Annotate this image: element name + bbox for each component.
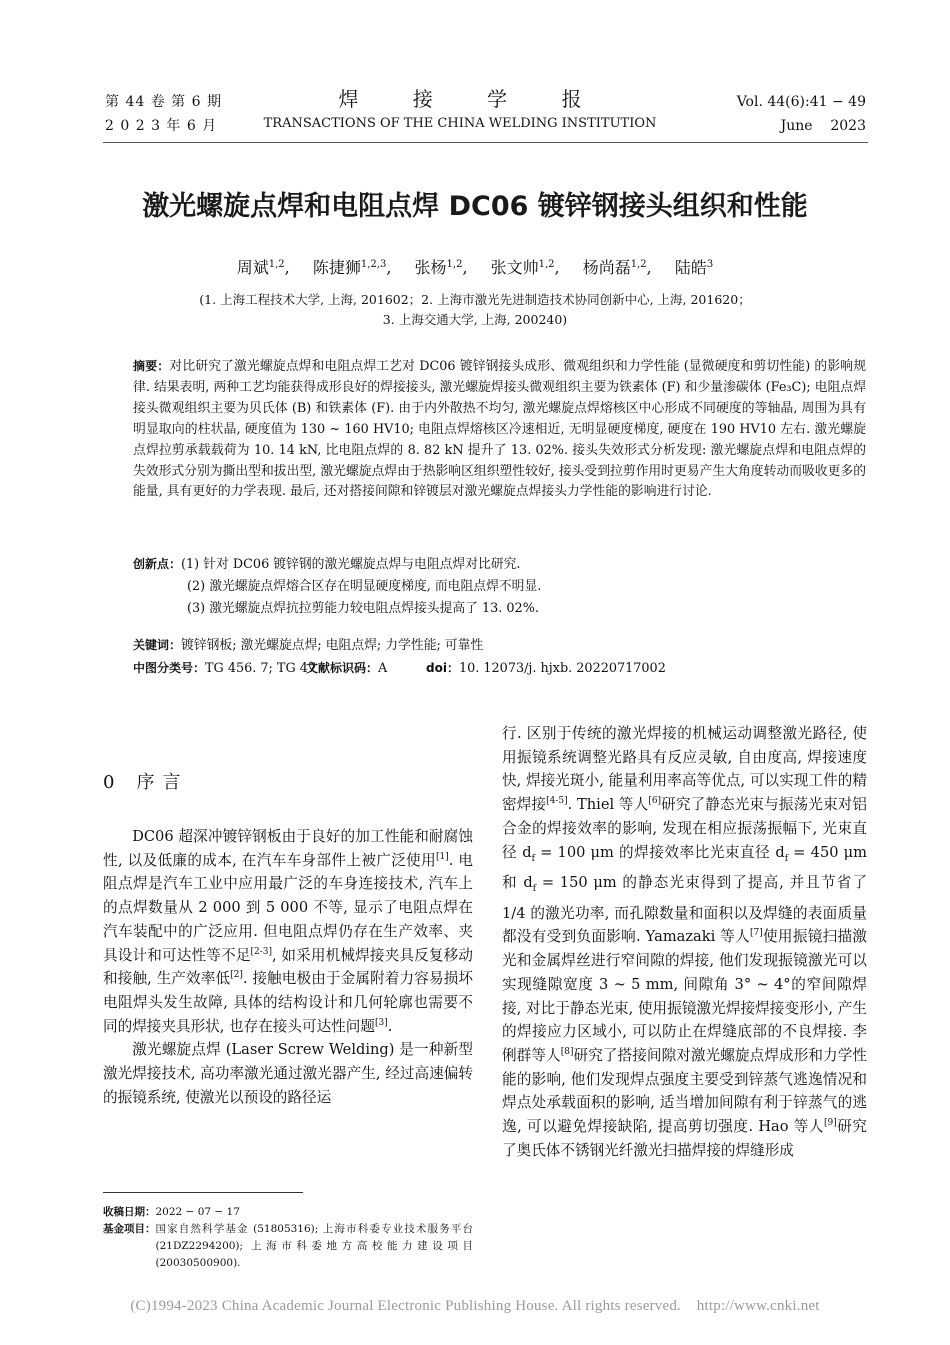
citation-ref: [3] <box>374 1017 388 1028</box>
author <box>415 258 468 277</box>
section-title: 序言 <box>136 772 189 793</box>
doi-value: 10. 12073/j. hjxb. 20220717002 <box>458 661 666 676</box>
author-name: 张杨 <box>414 258 447 277</box>
journal-name-cn: 焊 接 学 报 <box>338 87 606 111</box>
author <box>583 258 652 277</box>
fund-label: 基金项目： <box>103 1223 156 1235</box>
text-run: . Thiel 等人 <box>567 796 649 814</box>
author-affil-sup: 1,2 <box>630 259 647 270</box>
doi-label: doi： <box>426 661 459 675</box>
innovation-points <box>133 553 866 620</box>
date-en: June 2023 <box>780 118 866 134</box>
journal-name-en: TRANSACTIONS OF THE CHINA WELDING INSTITUTION <box>263 116 657 131</box>
author-affil-sup: 3 <box>706 259 714 270</box>
author-sep: , <box>646 258 652 277</box>
innovation-point: (1) 针对 DC06 镀锌钢的激光螺旋点焊与电阻点焊对比研究. <box>181 557 521 572</box>
body-column-left <box>103 825 473 1109</box>
text-run: = 150 μm 的静态光束得到了提高, 并且节省了 1/4 的激光功率, 而孔隙数量和面积以及焊缝的表面质量都没有受到负面影响. Yamazaki 等人 <box>502 874 867 946</box>
keywords-text: 镀锌钢板; 激光螺旋点焊; 电阻点焊; 力学性能; 可靠性 <box>181 638 484 653</box>
received-label: 收稿日期： <box>103 1206 156 1218</box>
footnote <box>103 1204 473 1272</box>
citation-ref: [2-3] <box>250 946 272 957</box>
author-affil-sup: 1,2 <box>538 259 555 270</box>
text-run: 研究了奥氏体不锈钢光纤激光扫描焊接的焊缝形成 <box>502 1118 867 1159</box>
author-sep: , <box>284 258 290 277</box>
keywords-block <box>133 634 866 680</box>
author <box>313 258 392 277</box>
footnote-rule <box>103 1192 303 1193</box>
innovation-point: (3) 激光螺旋点焊抗拉剪能力较电阻点焊接头提高了 13. 02%. <box>187 601 539 616</box>
paper-title: 激光螺旋点焊和电阻点焊 DC06 镀锌钢接头组织和性能 <box>142 191 808 222</box>
author <box>491 258 560 277</box>
author-list <box>60 256 890 280</box>
affiliations <box>100 290 850 330</box>
body-column-right <box>502 722 867 1162</box>
text-run: = 100 μm 的焊接效率比光束直径 d <box>534 843 785 861</box>
abstract-text: 对比研究了激光螺旋点焊和电阻点焊工艺对 DC06 镀锌钢接头成形、微观组织和力学性能 (显微硬度和剪切性能) 的影响规律. 结果表明, 两种工艺均能获得成形良好的焊接接头, 激光螺旋焊接头微观组织主要为铁素体 (F) 和少量渗碳体 (Fe₃C); 电阻点焊接头微观组织主要为贝氏体 (B) 和铁素体 (F). 由于内外散热不均匀, 激光螺旋点焊熔核区中心形成不同硬度的等轴晶, 周围为具有明显取向的柱状晶, 硬度值为 130 ~ 160 HV10; 电阻点焊熔核区冷速相近, 无明显硬度梯度, 硬度在 190 HV10 左右. 激光螺旋点焊拉剪承载载荷为 10. 14 kN, 比电阻点焊的 8. 82 kN 提升了 13. 02%. 接头失效形式分析发现: 激光螺旋点焊和电阻点焊的失效形式分别为撕出型和拔出型, 激光螺旋点焊由于热影响区组织塑性较好, 接头受到拉剪作用时更易产生大角度转动而吸收更多的能量, 具有更好的力学表现. 最后, 还对搭接间隙和锌镀层对激光螺旋点焊接头力学性能的影响进行讨论. <box>133 359 866 500</box>
author-name: 陈捷狮 <box>312 258 361 277</box>
author-name: 张文帅 <box>490 258 539 277</box>
citation-ref: [2] <box>230 970 243 981</box>
text-run: . 电阻点焊是汽车工业中应用最广泛的车身连接技术, 汽车上的点焊数量从 2 000 到 5 000 不等, 显示了电阻点焊在汽车装配中的广泛应用. 但电阻点焊仍存在生产效率、夹具设计和可达性等不足 <box>103 851 474 964</box>
innovation-label: 创新点： <box>133 557 182 571</box>
clc-value: TG 456. 7; TG 47 <box>205 661 317 676</box>
author-sep: , <box>462 258 468 277</box>
affiliation-line: (1. 上海工程技术大学, 上海, 201602；2. 上海市激光先进制造技术协同创新中心, 上海, 201620； <box>199 292 751 307</box>
date-cn: 2 0 2 3 年 6 月 <box>105 118 218 134</box>
text-run: 行. 区别于传统的激光焊接的机械运动调整激光路径, 使用振镜系统调整光路具有反应灵敏, 自由度高, 焊接速度快, 焊接光斑小, 能量利用率高等优点, 可以实现工件的精密焊接 <box>502 725 867 814</box>
doc-code-value: A <box>378 661 388 676</box>
author-name: 陆皓 <box>674 258 707 277</box>
citation-ref: [9] <box>823 1118 837 1129</box>
text-run: . <box>387 1017 393 1035</box>
keywords-label: 关键词： <box>133 638 182 652</box>
clc-label: 中图分类号： <box>133 661 206 675</box>
author-name: 周斌 <box>236 258 269 277</box>
copyright-notice: (C)1994-2023 China Academic Journal Electronic Publishing House. All rights reserved. http://www.cnki.net <box>130 1298 820 1314</box>
volume-en: Vol. 44(6):41 − 49 <box>736 94 866 110</box>
citation-ref: [1] <box>436 851 449 862</box>
header-issue-info <box>105 90 222 138</box>
author-name: 杨尚磊 <box>582 258 631 277</box>
citation-ref: [6] <box>648 796 662 807</box>
author <box>237 258 290 277</box>
citation-ref: [7] <box>749 928 763 939</box>
affiliation-line: 3. 上海交通大学, 上海, 200240) <box>382 312 568 327</box>
author-affil-sup: 1,2 <box>446 259 463 270</box>
body-paragraph <box>502 722 867 1162</box>
header-journal <box>240 86 680 134</box>
text-run: . 接触电极由于金属附着力容易损坏电阻焊头发生故障, 具体的结构设计和几何轮廓也需要不同的焊接夹具形状, 也存在接头可达性问题 <box>103 970 474 1035</box>
text-run: 研究了静态光束与振荡光束对铝合金的焊接效率的影响, 发现在相应振荡振幅下, 光束直径 d <box>502 796 867 861</box>
subscript: f <box>531 853 535 864</box>
author <box>675 258 713 277</box>
text-run: DC06 超深冲镀锌钢板由于良好的加工性能和耐腐蚀性, 以及低廉的成本, 在汽车车身部件上被广泛使用 <box>103 828 473 869</box>
section-number: 0 <box>103 772 115 793</box>
subscript: f <box>532 884 537 895</box>
subscript: f <box>784 853 789 864</box>
author-sep: , <box>386 258 392 277</box>
fund-text: 国家自然科学基金 (51805316); 上海市科委专业技术服务平台 (21DZ2294200); 上海市科委地方高校能力建设项目 (20030500900). <box>155 1223 473 1269</box>
body-paragraph <box>103 825 473 1038</box>
author-sep: , <box>554 258 560 277</box>
citation-ref: [8] <box>560 1046 574 1057</box>
body-paragraph: 激光螺旋点焊 (Laser Screw Welding) 是一种新型激光焊接技术, 高功率激光通过激光器产生, 经过高速偏转的振镜系统, 使激光以预设的路径运 <box>103 1041 473 1106</box>
header-volume-info <box>680 90 866 138</box>
author-affil-sup: 1,2 <box>268 259 285 270</box>
abstract <box>133 356 866 503</box>
section-heading <box>103 770 188 796</box>
text-run: , 如采用机械焊接夹具反复移动和接触, 生产效率低 <box>103 946 473 988</box>
citation-ref: [4-5] <box>546 796 568 807</box>
issue-cn: 第 44 卷 第 6 期 <box>105 94 222 110</box>
text-run: 研究了搭接间隙对激光螺旋点焊成形和力学性能的影响, 他们发现焊点强度主要受到锌蒸气逃逸情况和焊点处承载面积的影响, 适当增加间隙有利于锌蒸气的逃逸, 可以避免焊接缺陷, 提高剪切强度. Hao 等人 <box>502 1046 867 1136</box>
text-run: = 450 μm 和 d <box>502 843 868 892</box>
header-rule <box>103 142 868 143</box>
abstract-label: 摘要： <box>133 359 170 373</box>
author-affil-sup: 1,2,3 <box>360 259 387 270</box>
doc-code-label: 文献标识码： <box>306 661 379 675</box>
text-run: 使用振镜扫描激光和金属焊丝进行窄间隙的焊接, 他们发现振镜激光可以实现缝隙宽度 3 ~ 5 mm, 间隙角 3° ~ 4°的窄间隙焊接, 对比于静态光束, 使用振镜激光焊接焊接变形小, 产生的焊接应力区域小, 可以防止在焊缝底部的不良焊接. 李俐群等人 <box>502 928 867 1064</box>
innovation-point: (2) 激光螺旋点焊熔合区存在明显硬度梯度, 而电阻点焊不明显. <box>187 579 542 594</box>
received-date: 2022 − 07 − 17 <box>155 1206 240 1218</box>
